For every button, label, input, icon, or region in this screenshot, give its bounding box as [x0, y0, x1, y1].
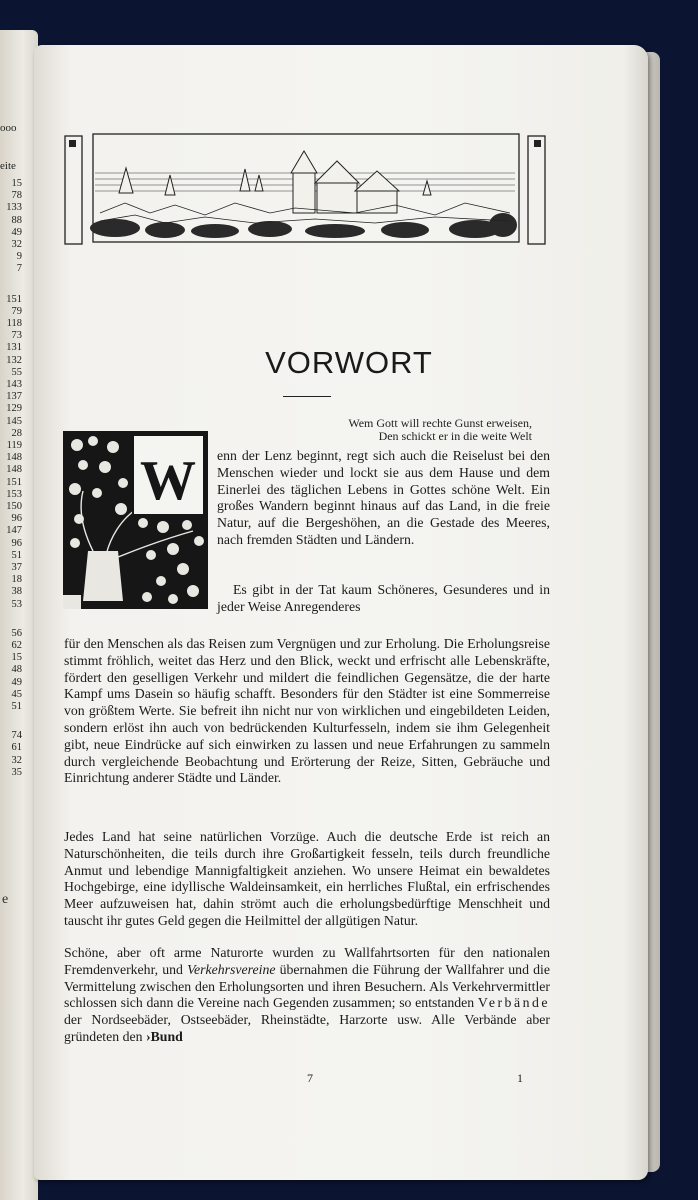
left-page-number: 38: [11, 586, 22, 598]
left-page-number: 28: [11, 427, 22, 439]
left-page-number: 96: [11, 537, 22, 549]
left-page-number: 18: [11, 574, 22, 586]
left-page-number: 74: [11, 730, 22, 742]
motto: [300, 417, 532, 443]
left-page-number: 148: [6, 452, 22, 464]
left-page-number: 15: [11, 652, 22, 664]
page-stack-edge: [646, 52, 660, 1172]
left-page-number: 45: [11, 688, 22, 700]
left-page-number: 51: [11, 701, 22, 712]
left-page-number: 143: [6, 379, 22, 390]
left-page-number: 119: [6, 440, 22, 451]
left-page-number: 55: [11, 366, 22, 378]
left-page-number: 133: [6, 202, 22, 214]
paragraph-4-text-b: übernahmen die Führung der Wallfahrer und die Vermittelung zwischen den Erholungsorten und ihren Besuchern. Als Verkehrvermittler schlossen sich dann die Vereine nach Gegenden zusammen; so entstanden: [64, 961, 550, 1011]
floral-initial-ornament: [63, 431, 208, 609]
left-page-number: 48: [11, 664, 22, 676]
left-page-number: 56: [11, 627, 22, 639]
motto-line-1: Wem Gott will rechte Gunst erweisen,: [348, 416, 532, 430]
paragraph-4: [64, 945, 550, 1046]
left-page-number: 132: [6, 354, 22, 366]
paragraph-4-text-a: Schöne, aber oft arme Naturorte wurden zu Wallfahrtsorten für den nationalen Fremdenverkehr, und: [64, 945, 550, 977]
left-page-number: 62: [11, 640, 22, 651]
left-page-number: 137: [6, 391, 22, 403]
paragraph-2-continued: für den Menschen als das Reisen zum Vergnügen und zur Erholung. Die Erholungsreise stimmt fröhlich, weitet das Herz und den Blick, weckt und erfrischt alle Lebenskräfte, fördert den geselligen Verkehr und mildert die feindlichen Gegensätze, die der harte Kampf ums Dasein so häufig schafft. Besonders für den Städter ist eine Sommerreise von größtem Werte. Sie befreit ihn nicht nur von wirklichen und eingebildeten Leiden, sondern erlöst ihn auch von bedrückenden Kulturfesseln, indem sie ihm Gelegenheit gibt, neue Eindrücke auf sich einwirken zu lassen und neue Erfahrungen zu sammeln durch vergleichende Beobachtung und Erörterung der Reize, Sitten, Gebräuche und Einrichtung anderer Städte und Länder.: [64, 636, 550, 786]
title-divider: [283, 396, 331, 397]
left-page-number: 9: [16, 251, 22, 263]
left-page-number: 35: [11, 766, 22, 778]
paragraph-3: Jedes Land hat seine natürlichen Vorzüge. Auch die deutsche Erde ist reich an Naturschönheiten, die teils durch ihre Großartigkeit fesseln, teils durch freundliche Anmut und lebendige Mannigfaltigkeit anziehen. Wo unsere Heimat ein bewaldetes Hochgebirge, eine idyllische Waldeinsamkeit, ein herrliches Flußtal, ein erfrischendes Meer aufzuweisen hat, dahin strömt auch die erholungsbedürftige Menschheit und tauscht ihr gutes Geld gegen die Heilmittel der allgütigen Natur.: [64, 829, 550, 928]
left-page-number: 151: [6, 293, 22, 305]
left-page-number: 32: [11, 754, 22, 766]
left-page-number: 49: [11, 226, 22, 238]
left-page-number: 147: [6, 525, 22, 537]
left-page-number: 131: [6, 342, 22, 354]
paragraph-4-bold: ›Bund: [146, 1028, 183, 1044]
page-number-left: 7: [307, 1071, 313, 1085]
left-page-number: 37: [11, 562, 22, 573]
left-page-number: 51: [11, 549, 22, 561]
paragraph-1: enn der Lenz beginnt, regt sich auch die Reiselust bei den Menschen wieder und lockt sie aus dem Hause und dem Einerlei des täglichen Lebens in Gottes schöne Welt. Ein großes Wandern beginnt hinaus auf das Land, in die freie Natur, auf die Bergeshöhen, an die Gestade des Meeres, nach fremden Städten und Ländern.: [217, 448, 550, 547]
initial-letter: W: [140, 450, 196, 512]
left-page-number: 129: [6, 403, 22, 415]
left-page-header: ooo: [0, 122, 17, 134]
left-page-number: 15: [11, 178, 22, 189]
left-page-number: 61: [11, 742, 22, 754]
decorated-initial: [63, 431, 208, 609]
paragraph-4-italic: Verkehrsvereine: [187, 961, 276, 977]
left-page-number: 96: [11, 513, 22, 525]
left-page-number: 32: [11, 239, 22, 250]
left-page-number: 148: [6, 464, 22, 476]
left-page-seite: eite: [0, 160, 16, 172]
paragraph-2-start: Es gibt in der Tat kaum Schöneres, Gesunderes und in jeder Weise Anregenderes: [217, 582, 550, 614]
left-page-number: 73: [11, 330, 22, 342]
left-page-number: 7: [16, 263, 22, 275]
left-page-number: 118: [6, 318, 22, 329]
left-page-edge: [0, 30, 38, 1200]
left-page-number: 79: [11, 305, 22, 317]
left-page-number: 150: [6, 501, 22, 512]
left-page-number: 53: [11, 598, 22, 610]
page-title: VORWORT: [265, 345, 433, 380]
header-illustration: [55, 133, 547, 246]
left-page-fragment: e: [2, 892, 9, 907]
paragraph-4-spaced: Verbände: [477, 995, 550, 1011]
paragraph-4-text-c: der Nordseebäder, Ostseebäder, Rheinstädte, Harzorte usw. Alle Verbände aber gründeten den: [64, 1012, 550, 1044]
left-page-number: 151: [6, 476, 22, 488]
left-page-number: 145: [6, 415, 22, 427]
page-number-right: 1: [517, 1071, 523, 1085]
left-page-number: 49: [11, 676, 22, 688]
left-page-number: 88: [11, 214, 22, 226]
motto-line-2: Den schickt er in die weite Welt: [378, 429, 532, 443]
left-page-number: 153: [6, 488, 22, 500]
left-page-number: 78: [11, 190, 22, 202]
